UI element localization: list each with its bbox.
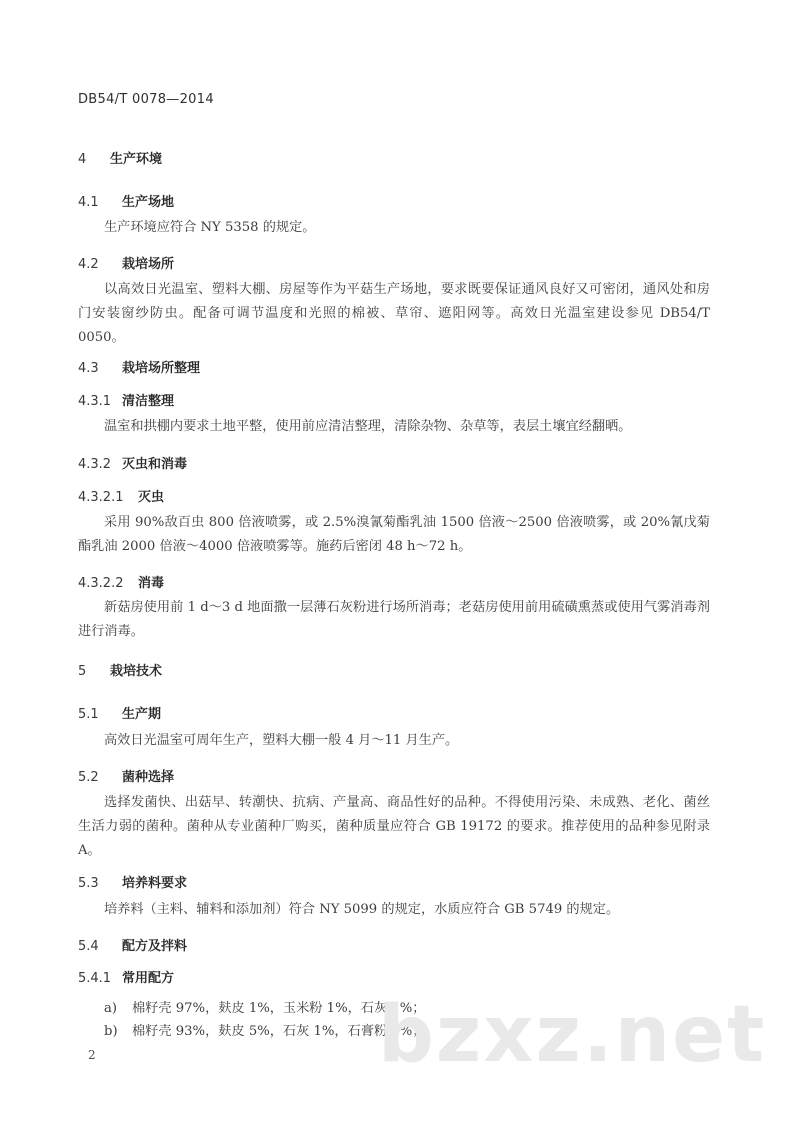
section-title: 菌种选择 [122, 770, 175, 785]
list-marker: b) [104, 1024, 118, 1039]
paragraph-4-3-2-2: 新菇房使用前 1 d～3 d 地面撒一层薄石灰粉进行场所消毒；老菇房使用前用硫磺熏蒸或使用气雾消毒剂进行消毒。 [78, 600, 710, 639]
paragraph-5-2: 选择发菌快、出菇早、转潮快、抗病、产量高、商品性好的品种。不得使用污染、未成熟、老化、菌丝生活力弱的菌种。菌种从专业菌种厂购买，菌种质量应符合 GB 19172 的要求。推荐使用的品种参见附录 A。 [78, 795, 710, 858]
section-title: 生产期 [122, 707, 162, 722]
list-text: 棉籽壳 97%，麸皮 1%，玉米粉 1%，石灰 1%； [132, 1001, 426, 1016]
section-heading-4-1 [78, 191, 174, 210]
section-number: 4.2 [78, 257, 99, 272]
section-title: 配方及拌料 [122, 939, 188, 954]
section-heading-4-3-2 [78, 453, 187, 472]
section-number: 4.3.2.2 [78, 576, 124, 591]
section-number: 5.3 [78, 876, 99, 891]
paragraph-4-2: 以高效日光温室、塑料大棚、房屋等作为平菇生产场地，要求既要保证通风良好又可密闭，通风处和房门安装窗纱防虫。配备可调节温度和光照的棉被、草帘、遮阳网等。高效日光温室建设参见 DB54/T 0050。 [78, 282, 710, 345]
document-code: DB54/T 0078—2014 [78, 92, 214, 107]
section-number: 4.3.1 [78, 394, 112, 409]
paragraph-5-3: 培养料（主料、辅料和添加剂）符合 NY 5099 的规定，水质应符合 GB 5749 的规定。 [104, 902, 620, 917]
section-heading-5-3 [78, 872, 187, 891]
section-title: 常用配方 [122, 971, 175, 986]
paragraph-4-3-1: 温室和拱棚内要求土地平整，使用前应清洁整理，清除杂物、杂草等，表层土壤宜经翻晒。 [104, 419, 632, 434]
section-title: 生产环境 [110, 152, 163, 167]
section-number: 5.2 [78, 770, 99, 785]
watermark: bzxz.net [378, 990, 767, 1080]
section-number: 5.4.1 [78, 971, 112, 986]
page-number: 2 [88, 1048, 96, 1062]
section-title: 栽培技术 [110, 664, 163, 679]
section-number: 5 [78, 664, 87, 679]
section-title: 栽培场所 [122, 257, 175, 272]
section-number: 4.3.2 [78, 457, 112, 472]
section-title: 清洁整理 [122, 394, 175, 409]
section-title: 灭虫 [138, 490, 165, 505]
paragraph-4-3-2-1: 采用 90%敌百虫 800 倍液喷雾，或 2.5%溴氰菊酯乳油 1500 倍液～2500 倍液喷雾，或 20%氰戊菊酯乳油 2000 倍液～4000 倍液喷雾等。施药后密闭 48 h～72 h。 [78, 515, 710, 554]
section-heading-4-3-1 [78, 390, 174, 409]
section-heading-5-2 [78, 766, 174, 785]
section-heading-5-4 [78, 935, 187, 954]
section-number: 4.3 [78, 361, 99, 376]
paragraph-4-1: 生产环境应符合 NY 5358 的规定。 [104, 220, 316, 235]
section-number: 4.1 [78, 195, 99, 210]
section-title: 消毒 [138, 576, 165, 591]
section-title: 灭虫和消毒 [122, 457, 188, 472]
section-title: 培养料要求 [122, 876, 188, 891]
section-heading-5-4-1 [78, 967, 174, 986]
section-number: 4 [78, 152, 87, 167]
section-title: 栽培场所整理 [122, 361, 201, 376]
section-heading-4-3-2-1 [78, 486, 164, 505]
paragraph-5-1: 高效日光温室可周年生产，塑料大棚一般 4 月～11 月生产。 [104, 733, 459, 748]
list-marker: a) [104, 1001, 118, 1016]
section-heading-5 [78, 660, 162, 679]
section-heading-5-1 [78, 703, 161, 722]
section-number: 4.3.2.1 [78, 490, 124, 505]
section-title: 生产场地 [122, 195, 175, 210]
section-number: 5.4 [78, 939, 99, 954]
section-heading-4 [78, 148, 162, 167]
list-text: 棉籽壳 93%，麸皮 5%，石灰 1%，石膏粉 1%； [132, 1024, 426, 1039]
section-heading-4-2 [78, 253, 174, 272]
section-heading-4-3-2-2 [78, 572, 164, 591]
section-heading-4-3 [78, 357, 200, 376]
section-number: 5.1 [78, 707, 99, 722]
